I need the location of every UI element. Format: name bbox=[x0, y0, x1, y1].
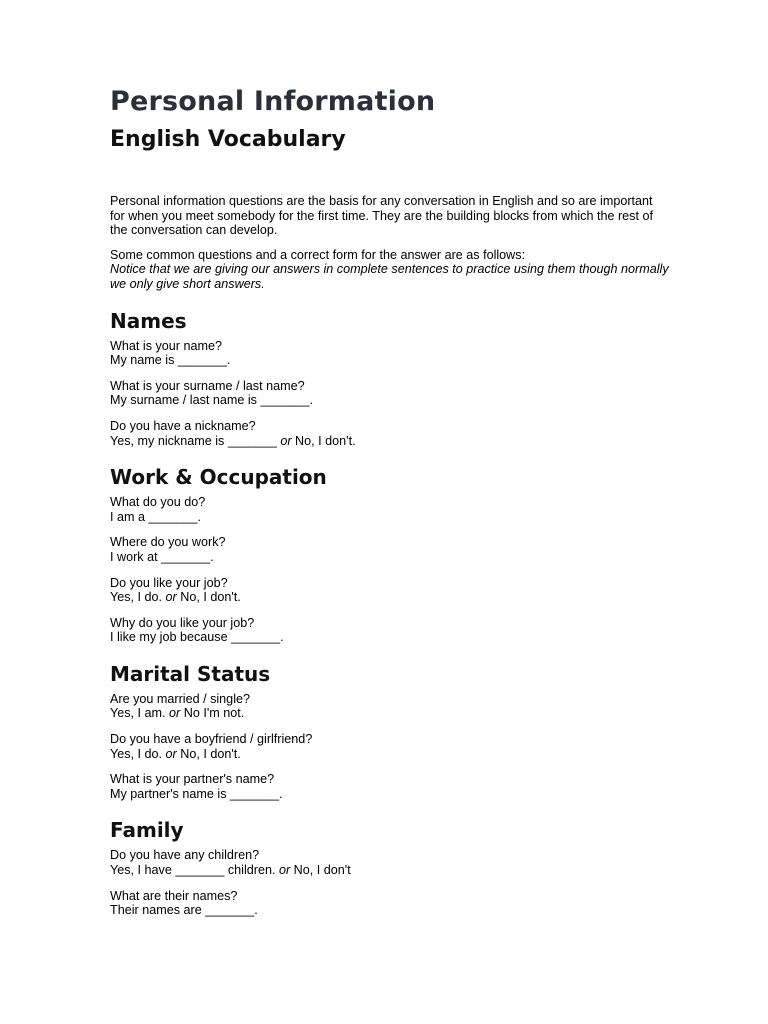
answer: My partner's name is _______. bbox=[110, 786, 283, 801]
answer-part: Yes, I have _______ children. bbox=[110, 863, 279, 878]
answer-part: Yes, I am. bbox=[110, 706, 170, 721]
question: Do you have a boyfriend / girlfriend? bbox=[110, 732, 313, 747]
answer-part: Yes, I do. bbox=[110, 746, 166, 761]
question: What is your surname / last name? bbox=[110, 378, 305, 393]
intro-paragraph: Personal information questions are the basis for any conversation in English and so are important for when you meet somebody for the first time. They are the building blocks from which the rest of the conversation can develop. bbox=[110, 194, 653, 238]
answer bbox=[110, 747, 670, 762]
answer bbox=[110, 590, 670, 605]
answer-part: No, I don't bbox=[290, 863, 351, 878]
answer-part: No I'm not. bbox=[180, 706, 245, 721]
answer-part: No, I don't. bbox=[176, 590, 241, 605]
answer-part: No, I don't. bbox=[176, 746, 241, 761]
qa-item bbox=[110, 889, 670, 918]
or-word: or bbox=[278, 863, 291, 878]
section-heading: Work & Occupation bbox=[110, 465, 327, 490]
section-work-occupation bbox=[110, 464, 670, 645]
question: What are their names? bbox=[110, 888, 238, 903]
or-word: or bbox=[169, 706, 181, 721]
answer-part: Yes, I do. bbox=[110, 590, 166, 605]
qa-item bbox=[110, 339, 670, 368]
answer: My name is _______. bbox=[110, 353, 231, 368]
document-page bbox=[110, 84, 670, 918]
page-subtitle: English Vocabulary bbox=[110, 127, 346, 152]
qa-item bbox=[110, 848, 670, 877]
intro-text: Some common questions and a correct form for the answer are as follows: bbox=[110, 247, 526, 262]
question: Do you like your job? bbox=[110, 575, 228, 590]
or-word: or bbox=[280, 433, 292, 448]
page-title: Personal Information bbox=[110, 86, 436, 117]
answer bbox=[110, 863, 670, 878]
question: Are you married / single? bbox=[110, 691, 250, 706]
qa-item bbox=[110, 732, 670, 761]
qa-item bbox=[110, 379, 670, 408]
question: What do you do? bbox=[110, 495, 206, 510]
section-heading: Family bbox=[110, 818, 184, 843]
question: Where do you work? bbox=[110, 535, 226, 550]
qa-item bbox=[110, 535, 670, 564]
section-heading: Marital Status bbox=[110, 661, 271, 686]
question: What is your name? bbox=[110, 338, 222, 353]
qa-item bbox=[110, 576, 670, 605]
or-word: or bbox=[165, 590, 177, 605]
question: What is your partner's name? bbox=[110, 772, 275, 787]
answer: My surname / last name is _______. bbox=[110, 393, 314, 408]
answer bbox=[110, 706, 670, 721]
question: Why do you like your job? bbox=[110, 615, 255, 630]
qa-item bbox=[110, 495, 670, 524]
qa-item bbox=[110, 419, 670, 448]
answer bbox=[110, 434, 670, 449]
qa-item bbox=[110, 692, 670, 721]
answer: I work at _______. bbox=[110, 549, 214, 564]
qa-item bbox=[110, 772, 670, 801]
answer: I am a _______. bbox=[110, 509, 202, 524]
or-word: or bbox=[165, 746, 177, 761]
section-names bbox=[110, 308, 670, 449]
answer: I like my job because _______. bbox=[110, 630, 284, 645]
question: Do you have a nickname? bbox=[110, 418, 256, 433]
section-marital-status bbox=[110, 661, 670, 802]
answer: Their names are _______. bbox=[110, 903, 258, 918]
section-heading: Names bbox=[110, 308, 187, 333]
answer-part: Yes, my nickname is _______ bbox=[110, 433, 281, 448]
italic-note: Notice that we are giving our answers in complete sentences to practice using them though normally we only give short answers. bbox=[110, 262, 669, 291]
qa-item bbox=[110, 616, 670, 645]
intro-paragraph-2 bbox=[110, 248, 670, 292]
question: Do you have any children? bbox=[110, 848, 260, 863]
answer-part: No, I don't. bbox=[291, 433, 356, 448]
section-family bbox=[110, 817, 670, 917]
